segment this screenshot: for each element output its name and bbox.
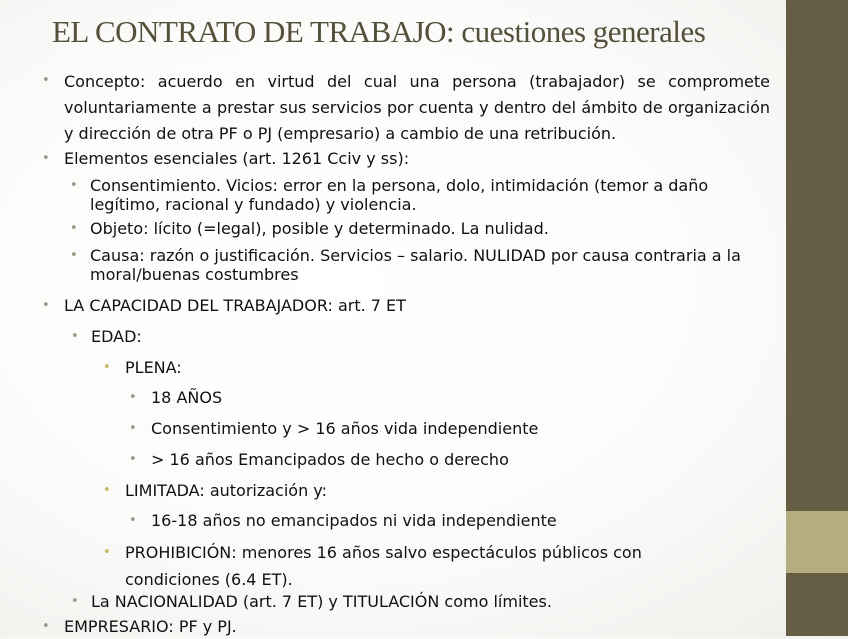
bullet-item-concepto (42, 69, 770, 147)
bullet-text: Elementos esenciales (art. 1261 Cciv y ss): (64, 149, 410, 168)
bullet-item-objeto (70, 217, 770, 241)
bullet-text: Consentimiento. Vicios: error en la persona, dolo, intimidación (temor a daño legítimo, racional y fundado) y violencia. (90, 176, 709, 214)
bullet-item-edad (71, 325, 771, 349)
bullet-marker: • (70, 221, 78, 236)
bullet-text: 18 AÑOS (151, 388, 223, 407)
bullet-item-elementos (42, 147, 770, 171)
bullet-item-consentimiento (70, 176, 770, 214)
bullet-marker: • (42, 73, 50, 88)
side-decoration-accent (786, 511, 848, 573)
bullet-marker: • (71, 594, 79, 609)
bullet-marker: • (42, 151, 50, 166)
bullet-text: Concepto: acuerdo en virtud del cual una persona (trabajador) se compromete voluntariamente a prestar sus servicios por cuenta y dentro del ámbito de organización y dirección de otra PF o PJ (empresario) a cambio de una retribución. (64, 72, 770, 143)
bullet-text: La NACIONALIDAD (art. 7 ET) y TITULACIÓN como límites. (91, 592, 552, 611)
slide-title: EL CONTRATO DE TRABAJO: cuestiones generales (52, 14, 706, 49)
bullet-marker: • (70, 248, 78, 263)
bullet-marker: • (129, 390, 137, 405)
bullet-text: Consentimiento y > 16 años vida independiente (151, 419, 539, 438)
bullet-item-limitada (103, 479, 765, 503)
bullet-item-causa (70, 246, 770, 284)
bullet-item-empresario (42, 615, 770, 639)
bullet-text: 16-18 años no emancipados ni vida independiente (151, 511, 557, 530)
bullet-text: Objeto: lícito (=legal), posible y determinado. La nulidad. (90, 219, 549, 238)
bullet-item-nacionalidad (71, 590, 771, 614)
bullet-item-prohibicion (103, 539, 685, 593)
bullet-marker: • (129, 421, 137, 436)
bullet-marker: • (42, 298, 50, 313)
bullet-text: PLENA: (125, 358, 182, 377)
bullet-text: LIMITADA: autorización y: (125, 481, 327, 500)
bullet-item-emancipados (129, 448, 761, 472)
bullet-text: PROHIBICIÓN: menores 16 años salvo espectáculos públicos con condiciones (6.4 ET). (125, 543, 642, 589)
bullet-item-consentimiento-16 (129, 417, 761, 441)
bullet-marker: • (70, 178, 78, 193)
bullet-item-16-18 (129, 509, 761, 533)
bullet-marker: • (103, 483, 111, 498)
bullet-item-18-anos (129, 386, 761, 410)
bullet-marker: • (71, 329, 79, 344)
bullet-text: Causa: razón o justificación. Servicios – salario. NULIDAD por causa contraria a la moral/buenas costumbres (90, 246, 741, 284)
bullet-text: > 16 años Emancipados de hecho o derecho (151, 450, 509, 469)
bullet-marker: • (103, 545, 111, 560)
bullet-item-plena (103, 356, 765, 380)
bullet-text: EDAD: (91, 327, 142, 346)
bullet-marker: • (129, 452, 137, 467)
bullet-marker: • (129, 513, 137, 528)
bullet-text: EMPRESARIO: PF y PJ. (64, 617, 237, 636)
bullet-marker: • (103, 360, 111, 375)
bullet-marker: • (42, 619, 50, 634)
bullet-item-capacidad (42, 294, 770, 318)
bullet-text: LA CAPACIDAD DEL TRABAJADOR: art. 7 ET (64, 296, 406, 315)
